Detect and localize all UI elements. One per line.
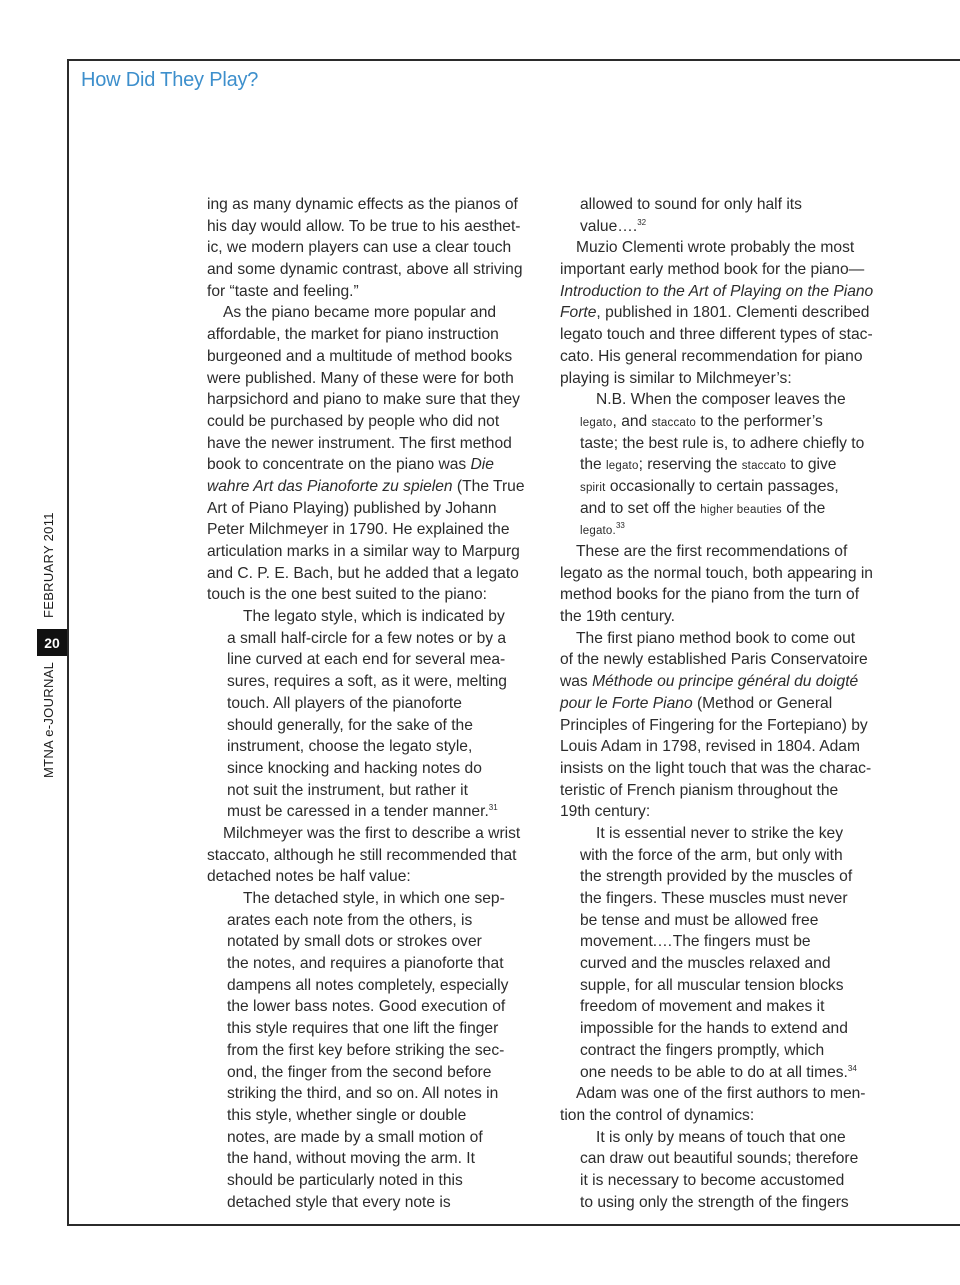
small-caps-term: legato. (580, 525, 616, 538)
quote-line: should be particularly noted in this (227, 1171, 463, 1189)
quote-line: allowed to sound for only half its (580, 196, 802, 213)
text-line: have the newer instrument. The first method (207, 434, 512, 452)
book-title: Méthode ou principe général du doigté (592, 673, 859, 691)
text-line (560, 693, 905, 715)
text-line: As the piano became more popular and (223, 304, 497, 322)
text-line: Muzio Clementi wrote probably the most (576, 239, 855, 257)
quote-line: the notes, and requires a pianoforte that (227, 955, 504, 973)
text-line: Principles of Fingering for the Fortepiano) by (560, 716, 868, 734)
text-line: burgeoned and a multitude of method books (207, 347, 513, 365)
issue-date: FEBRUARY 2011 (41, 512, 56, 618)
quote-line: N.B. When the composer leaves the (596, 391, 846, 409)
quote-line: dampens all notes completely, especially (227, 976, 509, 994)
frame-left-rule (67, 59, 69, 1226)
text-run: ; reserving the (638, 456, 742, 474)
quote-line: can draw out beautiful sounds; therefore (580, 1150, 859, 1168)
frame-bottom-rule (67, 1224, 960, 1226)
quote-line: curved and the muscles relaxed and (580, 955, 831, 973)
book-title: Forte (560, 304, 597, 322)
text-line: Adam was one of the first authors to men- (576, 1085, 866, 1103)
text-line: affordable, the market for piano instruction (207, 326, 499, 344)
book-title: wahre Art das Pianoforte zu spielen (207, 477, 453, 495)
text-run: book to concentrate on the piano was (207, 456, 471, 474)
quote-line: freedom of movement and makes it (580, 998, 825, 1016)
text-line: Peter Milchmeyer in 1790. He explained the (207, 521, 510, 539)
book-title: pour le Forte Piano (560, 694, 693, 712)
text-line: harpsichord and piano to make sure that they (207, 391, 520, 409)
quote-line (560, 476, 905, 498)
text-line: and some dynamic contrast, above all striving (207, 261, 523, 279)
quote-line: supple, for all muscular tension blocks (580, 976, 844, 994)
text-line: ic, we modern players can use a clear touch (207, 239, 512, 257)
right-column (560, 194, 905, 1213)
quote-line: the hand, without moving the arm. It (227, 1150, 475, 1168)
text-run: to the performer’s (696, 412, 823, 430)
quote-line: detached style that every note is (227, 1193, 451, 1211)
quote-line: impossible for the hands to extend and (580, 1020, 848, 1038)
left-column (207, 194, 549, 1213)
quote-line: should generally, for the sake of the (227, 716, 473, 734)
quote-line (560, 1062, 905, 1084)
quote-line: It is essential never to strike the key (596, 824, 844, 842)
text-line: articulation marks in a similar way to Marpurg (207, 543, 520, 560)
text-line: playing is similar to Milchmeyer’s: (560, 369, 792, 387)
text-line: staccato, although he still recommended that (207, 846, 517, 864)
quote-line (207, 801, 549, 823)
text-line: cato. His general recommendation for piano (560, 347, 863, 365)
quote-line (560, 411, 905, 433)
text-line: legato as the normal touch, both appearing in (560, 564, 873, 582)
text-line: teristic of French pianism throughout the (560, 781, 839, 799)
quote-line: from the first key before striking the sec- (227, 1041, 505, 1059)
quote-line: it is necessary to become accustomed (580, 1171, 845, 1189)
quote-line: a small half-circle for a few notes or by a (227, 629, 507, 647)
small-caps-term: staccato (651, 416, 696, 429)
text-run: , and (612, 412, 652, 430)
text-run: , published in 1801. Clementi described (596, 304, 870, 322)
text-line: were published. Many of these were for both (207, 369, 514, 387)
text-line: method books for the piano from the turn of (560, 586, 860, 604)
quote-line: the lower bass notes. Good execution of (227, 998, 506, 1016)
text-line: Louis Adam in 1798, revised in 1804. Adam (560, 738, 860, 756)
small-caps-term: spirit (580, 481, 606, 494)
quote-line: instrument, choose the legato style, (227, 738, 473, 756)
text-run: to give (786, 456, 837, 474)
quote-line: contract the fingers promptly, which (580, 1041, 825, 1059)
text-run: the (580, 456, 607, 474)
text-line: could be purchased by people who did not (207, 412, 500, 430)
text-run: of the (781, 499, 826, 517)
quote-line: movement.…The fingers must be (580, 933, 811, 951)
small-caps-term: higher beauties (700, 503, 782, 516)
page-number: 20 (37, 629, 67, 656)
quote-line: with the force of the arm, but only with (580, 846, 843, 864)
quote-line: this style, whether single or double (227, 1106, 467, 1124)
text-line (207, 454, 549, 476)
quote-line: this style requires that one lift the finger (227, 1020, 499, 1038)
quote-line: taste; the best rule is, to adhere chiefly to (580, 434, 865, 452)
quote-line: not suit the instrument, but rather it (227, 781, 468, 799)
quote-line: be tense and must be allowed free (580, 911, 819, 929)
text-run: value…. (580, 217, 638, 235)
frame-top-rule (67, 59, 960, 61)
text-line: legato touch and three different types of stac- (560, 326, 873, 344)
journal-name: MTNA e-JOURNAL (41, 661, 56, 778)
quote-line: striking the third, and so on. All notes in (227, 1085, 499, 1103)
quote-line: the strength provided by the muscles of (580, 868, 853, 886)
text-line: touch is the one best suited to the piano: (207, 586, 488, 604)
text-line: ing as many dynamic effects as the pianos of (207, 196, 518, 213)
text-run: one needs to be able to do at all times. (580, 1063, 848, 1081)
text-line: Art of Piano Playing) published by Johann (207, 499, 497, 517)
footnote-ref: 31 (488, 803, 498, 813)
quote-line: to using only the strength of the fingers (580, 1193, 849, 1211)
footnote-ref: 33 (615, 521, 625, 531)
text-line: of the newly established Paris Conservatoire (560, 651, 868, 669)
text-line: his day would allow. To be true to his aesthet- (207, 217, 521, 235)
text-line: tion the control of dynamics: (560, 1106, 755, 1124)
quote-line (560, 498, 905, 520)
text-line: insists on the light touch that was the charac- (560, 759, 872, 777)
text-line: The first piano method book to come out (576, 629, 856, 647)
quote-line (560, 454, 905, 476)
text-line: for “taste and feeling.” (207, 282, 359, 300)
quote-line: sures, requires a soft, as it were, melting (227, 673, 507, 691)
small-caps-term: legato (606, 460, 639, 473)
text-run: (Method or General (692, 694, 833, 712)
text-line: These are the first recommendations of (576, 543, 848, 560)
footnote-ref: 34 (847, 1063, 857, 1073)
quote-line: arates each note from the others, is (227, 911, 473, 929)
book-title: Die (470, 456, 494, 474)
text-run: occasionally to certain passages, (605, 477, 839, 495)
text-line (560, 302, 905, 324)
quote-line: the fingers. These muscles must never (580, 890, 848, 907)
text-run: was (560, 673, 593, 691)
text-run: must be caressed in a tender manner. (227, 803, 489, 821)
text-line (560, 281, 905, 303)
small-caps-term: staccato (741, 460, 787, 473)
book-title: Introduction to the Art of Playing on the Piano (560, 282, 874, 300)
section-title: How Did They Play? (81, 69, 259, 91)
text-line (207, 476, 549, 498)
text-line: detached notes be half value: (207, 868, 411, 886)
small-caps-term: legato (580, 416, 613, 429)
quote-line: It is only by means of touch that one (596, 1128, 846, 1146)
quote-line: since knocking and hacking notes do (227, 759, 482, 777)
text-line: and C. P. E. Bach, but he added that a legato (207, 564, 519, 582)
quote-line: The legato style, which is indicated by (243, 608, 505, 626)
quote-line: ond, the finger from the second before (227, 1063, 492, 1081)
text-run: and to set off the (580, 499, 701, 517)
text-line: the 19th century. (560, 608, 676, 626)
quote-line: line curved at each end for several mea- (227, 651, 506, 669)
quote-line (560, 519, 905, 541)
text-run: (The True (452, 477, 525, 495)
quote-line: notated by small dots or strokes over (227, 933, 482, 951)
quote-line: notes, are made by a small motion of (227, 1128, 483, 1146)
quote-line (560, 216, 905, 238)
text-line: 19th century: (560, 803, 651, 821)
quote-line: touch. All players of the pianoforte (227, 694, 462, 712)
text-line: important early method book for the piano— (560, 261, 865, 279)
quote-line: The detached style, in which one sep- (243, 890, 505, 907)
footnote-ref: 32 (637, 217, 647, 227)
text-line (560, 671, 905, 693)
text-line: Milchmeyer was the first to describe a wrist (223, 824, 521, 842)
